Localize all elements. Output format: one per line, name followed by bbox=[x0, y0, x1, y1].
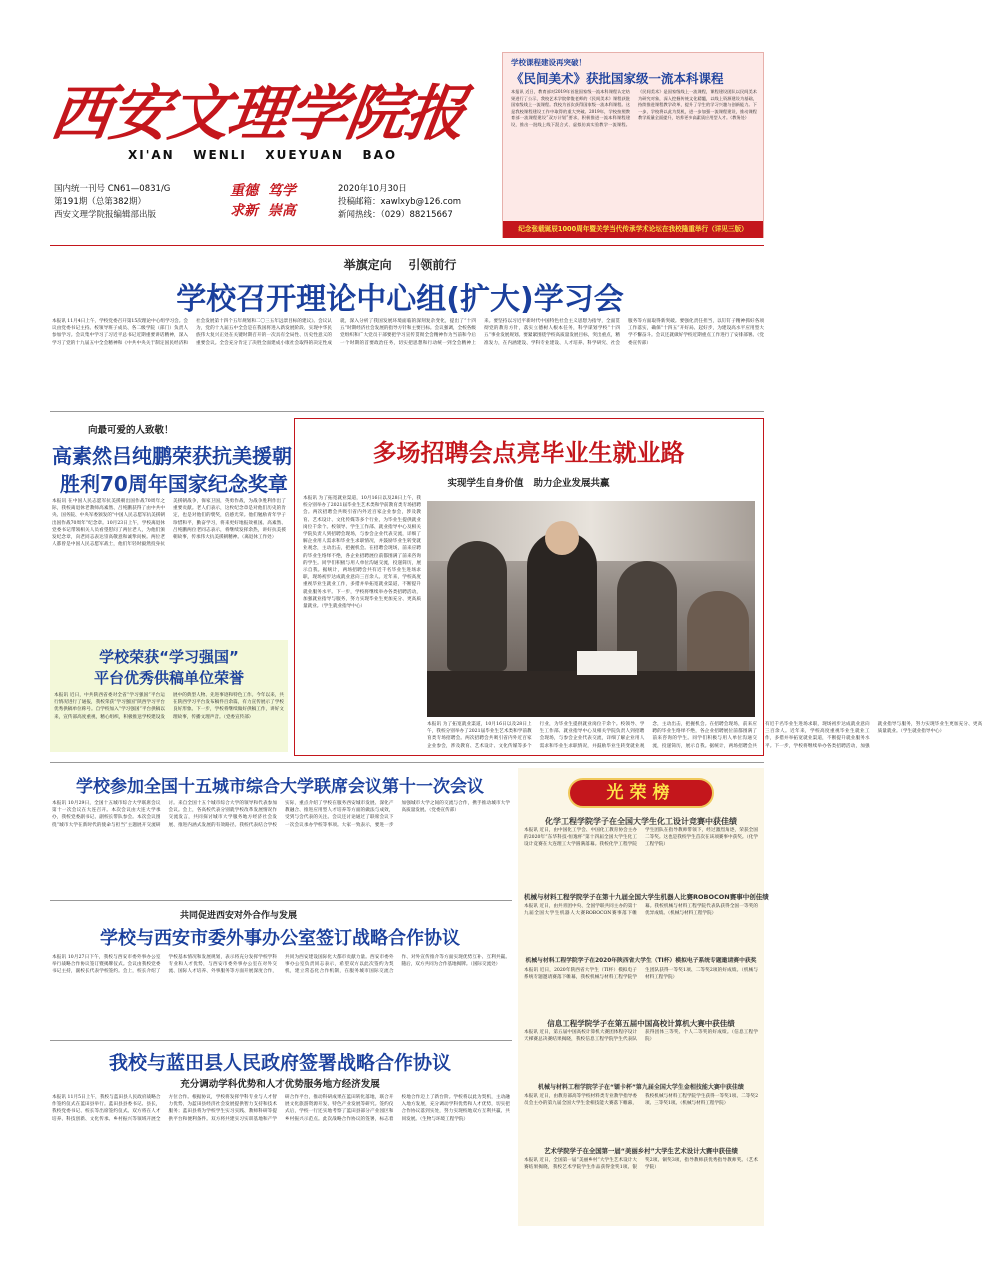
honor-item bbox=[524, 1018, 758, 1082]
honor-list-title: 光荣榜 bbox=[606, 783, 676, 803]
honor-box bbox=[50, 640, 288, 752]
honor-item-head: 机械与材料工程学院学子在第十九届全国大学生机器人比赛ROBOCON赛事中创佳绩 bbox=[524, 893, 769, 901]
union-rule bbox=[50, 900, 512, 901]
student-jobfair-photo bbox=[427, 501, 755, 717]
foreign-headline: 学校与西安市委外事办公室签订战略合作协议 bbox=[100, 928, 460, 949]
lead-rule bbox=[50, 411, 764, 412]
honor-list-items bbox=[524, 816, 769, 1216]
honor-item-body: 本报讯 近日，由共青团中央、全国学联共同主办的第十九届全国大学生机器人大赛ROBOCON赛事落下帷幕。我校机械与材料工程学院代表队获得全国一等奖的优异成绩。（机械与材料工程学院） bbox=[524, 904, 758, 917]
top-banner: 纪念张载诞辰1000周年暨关学当代传承学术论坛在我校隆重举行（详见三版） bbox=[503, 221, 763, 238]
lead-body: 本报讯 11月4日上午，学校党委召开第15次理论中心组学习会。会议由党委书记主持。校领导班子成员、各二级学院（部门）负责人参加学习。会议集中学习了习近平总书记近期重要讲话精神，深入学习了党的十九届五中全会精神和《中共中央关于制定国民经济和社会发展第十四个五年规划和二〇三五年远景目标的建议》。会议认为，党的十九届五中全会是在我国将进入新发展阶段、实现中华民族伟大复兴正处在关键时期召开的一次具有全局性、历史性意义的重要会议。全会充分肯定了决胜全面建成小康社会取得的决定性成就，深入分析了我国发展环境面临的深刻复杂变化，提出了“十四五”时期经济社会发展的指导方针和主要目标。会议强调，全校各级党组织和广大党员干部要把学习宣传贯彻全会精神作为当前和今后一个时期的首要政治任务，切实把思想和行动统一到全会精神上来。要坚持以习近平新时代中国特色社会主义思想为指导，全面贯彻党的教育方针，落实立德树人根本任务，科学谋划学校“十四五”事业发展规划。要紧紧围绕学校高质量发展目标，突出重点，精准发力，在内涵建设、学科专业建设、人才培养、科学研究、社会服务等方面取得新突破。要强化责任担当，以钉钉子精神抓好各项工作落实，确保“十四五”开好局、起好步，为建设高水平应用型大学不懈奋斗。会议还就做好学校近期重点工作进行了安排部署。（党委宣传部） bbox=[52, 319, 764, 346]
veteran-body: 本报讯 在中国人民志愿军抗美援朝出国作战70周年之际，我校离退休老教师高素然、吕纯鹏获得了由中共中央、国务院、中央军委颁发的“中国人民志愿军抗美援朝出国作战70周年”纪念章。10月23日上午，学校离退休党委书记带领相关人员看望慰问了两位老人，为他们颁发纪念章，向老同志表达崇高敬意和诚挚问候。两位老人都曾是中国人民志愿军战士，他们年轻时毅然投身抗美援朝战争，保家卫国，英勇作战，为战争胜利作出了重要贡献。老人们表示，这枚纪念章是对他们历史的肯定，也是对他们的褒奖，倍感光荣。他们勉励青年学子珍惜和平，勤奋学习，将来更好地报效祖国。高素然、吕纯鹏两位老同志表示，将继续发挥余热，讲好抗美援朝故事，传承伟大抗美援朝精神。（离退休工作处） bbox=[52, 499, 286, 548]
cn-number: 国内统一刊号 CN61—0831/G bbox=[54, 184, 171, 194]
masthead-title: 西安文理学院报 bbox=[46, 79, 470, 149]
honor-body: 本报讯 近日，中共陕西省委对全省“学习强国”平台运行情况进行了通报，我校荣获“学习强国”陕西学习平台优秀供稿单位称号。自学校加入“学习强国”平台供稿以来，宣传部高度重视，精心组织，积极推送学校建设发展中的典型人物、先进事迹和特色工作。今年以来，共在陕西学习平台发布稿件百余篇，有力宣传展示了学校良好形象。下一步，学校将继续做好供稿工作，讲好文理故事，传播文理声音。（党委宣传部） bbox=[54, 693, 284, 720]
foreign-kicker: 共同促进西安对外合作与发展 bbox=[180, 911, 298, 921]
honor-item-head: 机械与材料工程学院学子在“镭卡杯”第九届全国大学生金相技能大赛中获佳绩 bbox=[538, 1084, 744, 1091]
union-body: 本报讯 10月29日，全国十五城市综合大学联席会议第十一次会议在大连召开。本次会议由大连大学承办，我校党委副书记、副校长带队参会。本次会议围绕“城市大学在新时代的使命与担当”主题展开交流研讨。来自全国十五个城市综合大学的领导和代表参加会议。会上，各高校代表分别就学校改革发展情况作交流发言，共同探讨城市大学服务地方经济社会发展、推进内涵式发展的有效路径。我校代表结合学校实际，重点介绍了学校在服务西安城市发展、深化产教融合、推进应用型人才培养等方面的做法与成效，受到与会代表的关注。会议还讨论通过了联席会议下一次会议承办学校等事项。大家一致表示，要进一步加强城市大学之间的交流与合作，携手推动城市大学高质量发展。（党委宣传部） bbox=[52, 801, 510, 828]
mid-rule bbox=[50, 762, 764, 763]
honor-item bbox=[524, 816, 758, 892]
lantian-headline: 我校与蓝田县人民政府签署战略合作协议 bbox=[108, 1052, 451, 1074]
honor-headline-2: 平台优秀供稿单位荣誉 bbox=[93, 669, 244, 687]
honor-item-head: 信息工程学院学子在第五届中国高校计算机大赛中获佳绩 bbox=[547, 1019, 735, 1028]
foreign-rule bbox=[50, 1040, 512, 1041]
top-news-box bbox=[502, 52, 764, 238]
honor-item-body: 本报讯 近日，2020年陕西省大学生（TI杯）模拟电子系统专题邀请赛落下帷幕，我校机械与材料工程学院学生团队获得一等奖1项、二等奖2项的好成绩。（机械与材料工程学院） bbox=[524, 968, 758, 981]
recruit-headline: 多场招聘会点亮毕业生就业路 bbox=[372, 439, 685, 467]
recruit-box bbox=[294, 418, 982, 756]
publisher: 西安文理学院报编辑部出版 bbox=[54, 210, 157, 220]
motto bbox=[213, 180, 313, 220]
top-kicker: 学校课程建设再突破！ bbox=[511, 58, 586, 67]
lead-headline: 学校召开理论中心组(扩大)学习会 bbox=[176, 282, 624, 317]
honor-item-body: 本报讯 近日，全国第一届“美丽乡村”大学生艺术设计大赛结果揭晓，我校艺术学院学生作品获得金奖1项、银奖2项、铜奖3项，指导教师获优秀指导教师奖。（艺术学院） bbox=[524, 1158, 758, 1171]
veteran-kicker: 向最可爱的人致敬！ bbox=[88, 425, 174, 436]
email: 投稿邮箱：xawlxyb@126.com bbox=[338, 197, 462, 207]
veteran-headline-2: 胜利70周年国家纪念奖章 bbox=[60, 472, 288, 496]
top-headline: 《民间美术》获批国家级一流本科课程 bbox=[511, 71, 724, 86]
honor-item-body: 本报讯 近日，由教育部高等学校材料类专业教学指导委员会主办的第九届全国大学生金相技能大赛落下帷幕，我校机械与材料工程学院学生获得一等奖1项、二等奖2项、三等奖1项。（机械与材料工程学院） bbox=[524, 1094, 758, 1107]
honor-item bbox=[524, 892, 769, 956]
lantian-subhead: 充分调动学科优势和人才优势服务地方经济发展 bbox=[180, 1079, 380, 1090]
issue-number: 第191期（总第382期） bbox=[54, 197, 146, 207]
honor-item-head: 机械与材料工程学院学子在2020年陕西省大学生（TI杯）模拟电子系统专题邀请赛中获奖 bbox=[525, 958, 757, 964]
masthead bbox=[40, 58, 480, 170]
issue-date: 2020年10月30日 bbox=[338, 184, 407, 194]
issue-info bbox=[54, 183, 214, 222]
motto-line-1: 重德 笃学 bbox=[230, 183, 296, 199]
honor-item-body: 本报讯 近日，第五届中国高校计算机大赛团体程序设计天梯赛总决赛结果揭晓，我校信息工程学院学生代表队获得团体三等奖、个人二等奖的好成绩。（信息工程学院） bbox=[524, 1030, 758, 1043]
honor-item bbox=[524, 1146, 758, 1216]
honor-list-panel bbox=[518, 768, 769, 1226]
masthead-rule bbox=[50, 245, 764, 246]
honor-item bbox=[524, 956, 758, 1018]
honor-item-head: 化学工程学院学子在全国大学生化工设计竞赛中获佳绩 bbox=[545, 817, 737, 826]
recruit-subhead: 实现学生自身价值 助力企业发展共赢 bbox=[447, 478, 610, 489]
veteran-headline-1: 高素然吕纯鹏荣获抗美援朝 bbox=[52, 444, 292, 468]
honor-headline-1: 学校荣获“学习强国” bbox=[99, 648, 239, 666]
masthead-pinyin: XI'AN WENLI XUEYUAN BAO bbox=[128, 148, 398, 162]
honor-item-body: 本报讯 近日，由中国化工学会、中国化工教育协会主办的2020年“东华科技-恒逸杯”第十四届全国大学生化工设计竞赛在大连理工大学圆满落幕。我校化学工程学院学生团队在指导教师带领下，经过激烈角逐，荣获全国二等奖。这也是我校学生首次在该项赛事中获奖。（化学工程学院） bbox=[524, 828, 758, 848]
honor-list-title-badge bbox=[568, 778, 714, 808]
issue-contact bbox=[338, 183, 508, 222]
top-body: 本报讯 近日，教育部对2019年首批国家级一流本科课程认定结果进行了公示，我校艺术学院徐俊老师的《民间美术》课程获批国家级线上一流课程。我校为首次获得国家级一流本科课程。这是我校课程建设工作中取得的重大突破。2019年，学校按照教育部一流课程建设“双万计划”要求，积极推进一流本科课程建设，推出一批线上线下混合式、虚拟仿真实验教学一流课程。《民间美术》是国家级线上一流课程，课程建设团队以民间美术为研究对象，深入挖掘传统文化精髓，以线上资源建设为基础，持续推进课程教学改革，提升了学生的学习兴趣与创新能力。下一步，学校将以此为契机，进一步加强一流课程建设，推动课程教学质量全面提升，培养更多高素质应用型人才。（教务处） bbox=[511, 89, 757, 127]
motto-line-2: 求新 崇高 bbox=[230, 203, 296, 219]
recruit-body-bottom: 本报讯 为了拓宽就业渠道，10月16日以及28日上午，我校分别举办了2021届毕业生艺术类和学前教育类专场招聘会。两次招聘会共吸引省内外近百家企业参会，涉及教育、艺术设计、文化传媒等多个行业，为毕业生提供就业岗位千余个。校领导、学生工作部、就业指导中心及相关学院负责人到招聘会现场，与参会企业代表交流，详细了解企业用人需求和毕业生求职情况，并鼓励毕业生转变就业观念，主动出击，把握机会。在招聘会现场，前来应聘的毕业生络绎不绝，各企业招聘展位前都围满了前来咨询的学生。同学们积极与用人单位沟通交流，投递简历，展示自我。据统计，两场招聘会共有近千名毕业生进场求职，现场初步达成就业意向三百余人。近年来，学校高度重视毕业生就业工作，多措并举拓宽就业渠道，不断提升就业服务水平。下一步，学校将继续举办各类招聘活动，加强就业指导与服务，努力实现毕业生更加充分、更高质量就业。（学生就业指导中心） bbox=[427, 722, 982, 749]
lead-kicker: 举旗定向 引领前行 bbox=[343, 258, 457, 272]
hotline: 新闻热线：（029）88215667 bbox=[338, 210, 453, 220]
honor-item-head: 艺术学院学子在全国第一届“美丽乡村”大学生艺术设计大赛中获佳绩 bbox=[544, 1147, 738, 1155]
honor-item bbox=[524, 1082, 758, 1146]
recruit-body-left: 本报讯 为了拓宽就业渠道，10月16日以及28日上午，我校分别举办了2021届毕业生艺术类和学前教育类专场招聘会。两次招聘会共吸引省内外近百家企业参会，涉及教育、艺术设计、文化传媒等多个行业，为毕业生提供就业岗位千余个。校领导、学生工作部、就业指导中心及相关学院负责人到招聘会现场，与参会企业代表交流，详细了解企业用人需求和毕业生求职情况，并鼓励毕业生转变就业观念，主动出击，把握机会。在招聘会现场，前来应聘的毕业生络绎不绝，各企业招聘展位前都围满了前来咨询的学生。同学们积极与用人单位沟通交流，投递简历，展示自我。据统计，两场招聘会共有近千名毕业生进场求职，现场初步达成就业意向三百余人。近年来，学校高度重视毕业生就业工作，多措并举拓宽就业渠道，不断提升就业服务水平。下一步，学校将继续举办各类招聘活动，加强就业指导与服务，努力实现毕业生更加充分、更高质量就业。（学生就业指导中心） bbox=[303, 496, 421, 610]
union-headline: 学校参加全国十五城市综合大学联席会议第十一次会议 bbox=[76, 777, 484, 797]
foreign-body: 本报讯 10月27日下午，我校与西安市委外事办公室举行战略合作协议签订暨揭牌仪式。会议由我校党委书记主持，副校长代表学校签约。会上，校长介绍了学校基本情况和发展规划，表示将充分发挥学校学科专业和人才优势，与西安市委外事办公室在对外交流、国际人才培养、外事服务等方面开展深度合作，共同为西安建设国际化大都市贡献力量。西安市委外事办公室负责同志表示，希望双方以此次签约为契机，建立常态化合作机制，在服务城市国际交流合作、对外宣传推介等方面实现优势互补、互利共赢。随后，双方共同为合作基地揭牌。（国际交流处） bbox=[52, 955, 510, 975]
lantian-body: 本报讯 11月5日上午，我校与蓝田县人民政府战略合作签约仪式在蓝田县举行。蓝田县县委书记、县长，我校党委书记、校长等出席签约仪式。双方将在人才培养、科技创新、文化传承、乡村振兴等领域开展全方位合作。根据协议，学校将发挥学科专业与人才智力优势，为蓝田县经济社会发展提供智力支持和技术服务；蓝田县将为学校学生实习实践、教师科研等提供平台和便利条件。双方将共建实习实训基地和产学研合作平台，推动科研成果在蓝田转化落地，联合开展文化旅游资源开发、特色产业发展等研究。签约仪式后，学校一行还实地考察了蓝田县部分产业园区和乡村振兴示范点。此次战略合作协议的签署，标志着校地合作迈上了新台阶。学校将以此为契机，主动融入地方发展，充分调动学科优势和人才优势，切实把合作协议落到实处，努力实现校地双方互利共赢、共同发展。（生物与环境工程学院） bbox=[52, 1095, 510, 1122]
